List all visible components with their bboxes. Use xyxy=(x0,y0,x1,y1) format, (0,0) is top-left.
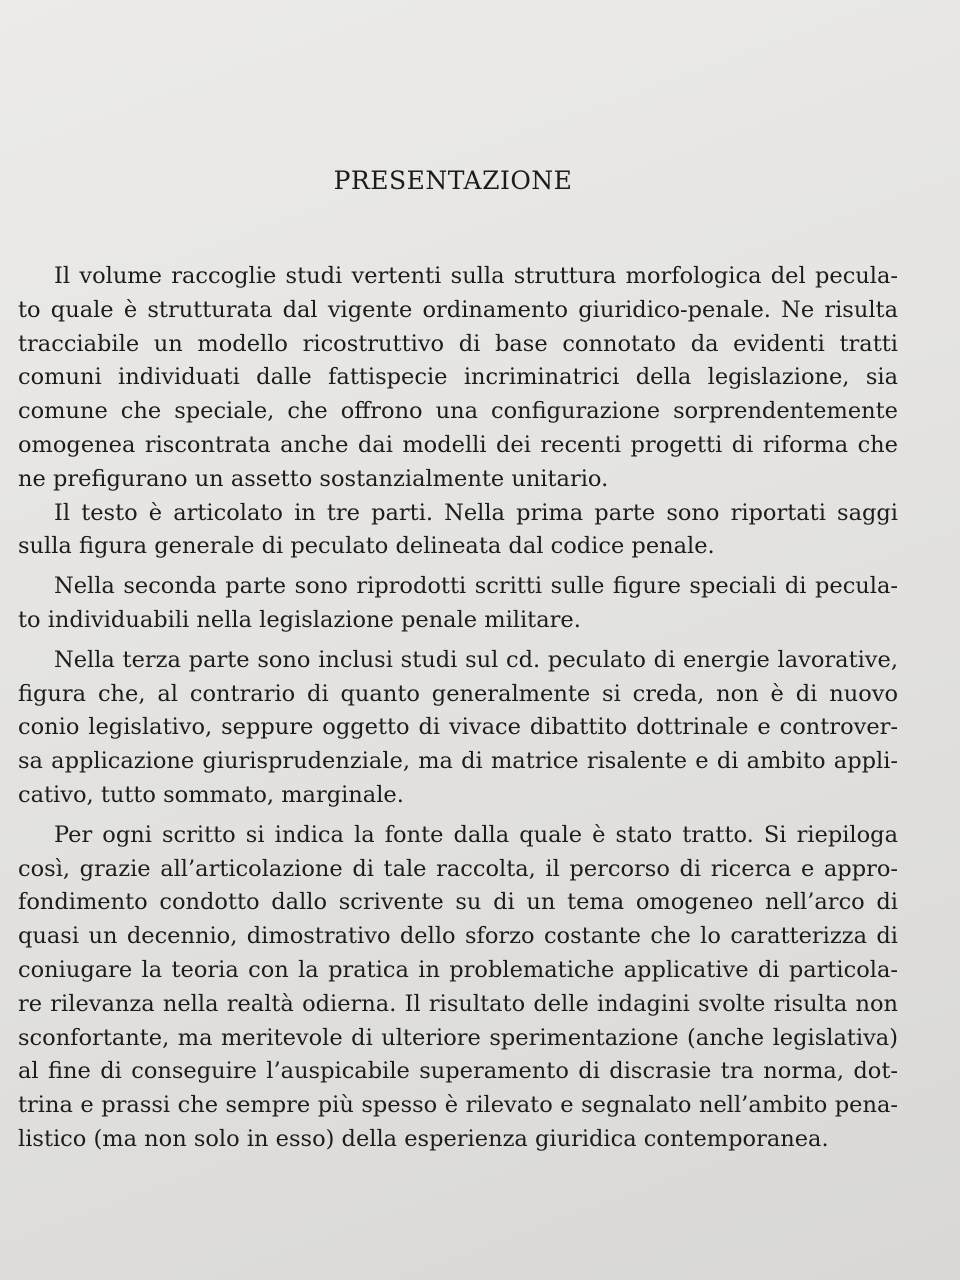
page-title: PRESENTAZIONE xyxy=(333,166,573,195)
text-line: ne prefigurano un assetto sostanzialmente unitario. xyxy=(18,465,609,492)
paragraph xyxy=(18,644,898,813)
body-text xyxy=(18,260,898,1157)
text-line: omogenea riscontrata anche dai modelli dei recenti progetti di riforma che xyxy=(18,431,898,458)
text-line: to individuabili nella legislazione penale militare. xyxy=(18,606,581,633)
text-line: comuni individuati dalle fattispecie incriminatrici della legislazione, sia xyxy=(18,364,898,391)
text-line: coniugare la teoria con la pratica in problematiche applicative di particola- xyxy=(18,956,898,983)
text-line: Il testo è articolato in tre parti. Nella prima parte sono riportati saggi xyxy=(54,499,898,526)
text-line: fondimento condotto dallo scrivente su di un tema omogeneo nell’arco di xyxy=(18,889,898,916)
text-line: listico (ma non solo in esso) della esperienza giuridica contemporanea. xyxy=(18,1125,829,1152)
text-line: cativo, tutto sommato, marginale. xyxy=(18,781,404,808)
text-line: Nella terza parte sono inclusi studi sul cd. peculato di energie lavorative, xyxy=(54,646,898,673)
text-line: re rilevanza nella realtà odierna. Il risultato delle indagini svolte risulta non xyxy=(18,990,898,1017)
text-line: comune che speciale, che offrono una configurazione sorprendentemente xyxy=(18,398,898,425)
text-line: tracciabile un modello ricostruttivo di base connotato da evidenti tratti xyxy=(18,330,898,357)
paragraph xyxy=(18,497,898,565)
text-line: sa applicazione giurisprudenziale, ma di matrice risalente e di ambito appli- xyxy=(18,748,898,775)
text-line: Il volume raccoglie studi vertenti sulla struttura morfologica del pecula- xyxy=(54,263,898,289)
paragraph xyxy=(18,260,898,497)
text-line: Per ogni scritto si indica la fonte dalla quale è stato tratto. Si riepiloga xyxy=(54,821,898,848)
text-line: to quale è strutturata dal vigente ordinamento giuridico-penale. Ne risulta xyxy=(18,296,898,323)
text-line: trina e prassi che sempre più spesso è rilevato e segnalato nell’ambito pena- xyxy=(18,1092,898,1119)
text-line: quasi un decennio, dimostrativo dello sforzo costante che lo caratterizza di xyxy=(18,923,898,950)
paragraph xyxy=(18,570,898,638)
text-line: sulla figura generale di peculato delineata dal codice penale. xyxy=(18,533,715,560)
text-line: figura che, al contrario di quanto generalmente si creda, non è di nuovo xyxy=(18,680,898,707)
text-line: conio legislativo, seppure oggetto di vivace dibattito dottrinale e controver- xyxy=(18,714,898,741)
text-line: al fine di conseguire l’auspicabile superamento di discrasie tra norma, dot- xyxy=(18,1058,898,1085)
text-line: così, grazie all’articolazione di tale raccolta, il percorso di ricerca e appro- xyxy=(18,855,898,882)
text-line: Nella seconda parte sono riprodotti scritti sulle figure speciali di pecula- xyxy=(54,573,898,600)
text-line: sconfortante, ma meritevole di ulteriore sperimentazione (anche legislativa) xyxy=(18,1024,898,1051)
paragraph xyxy=(18,819,898,1157)
